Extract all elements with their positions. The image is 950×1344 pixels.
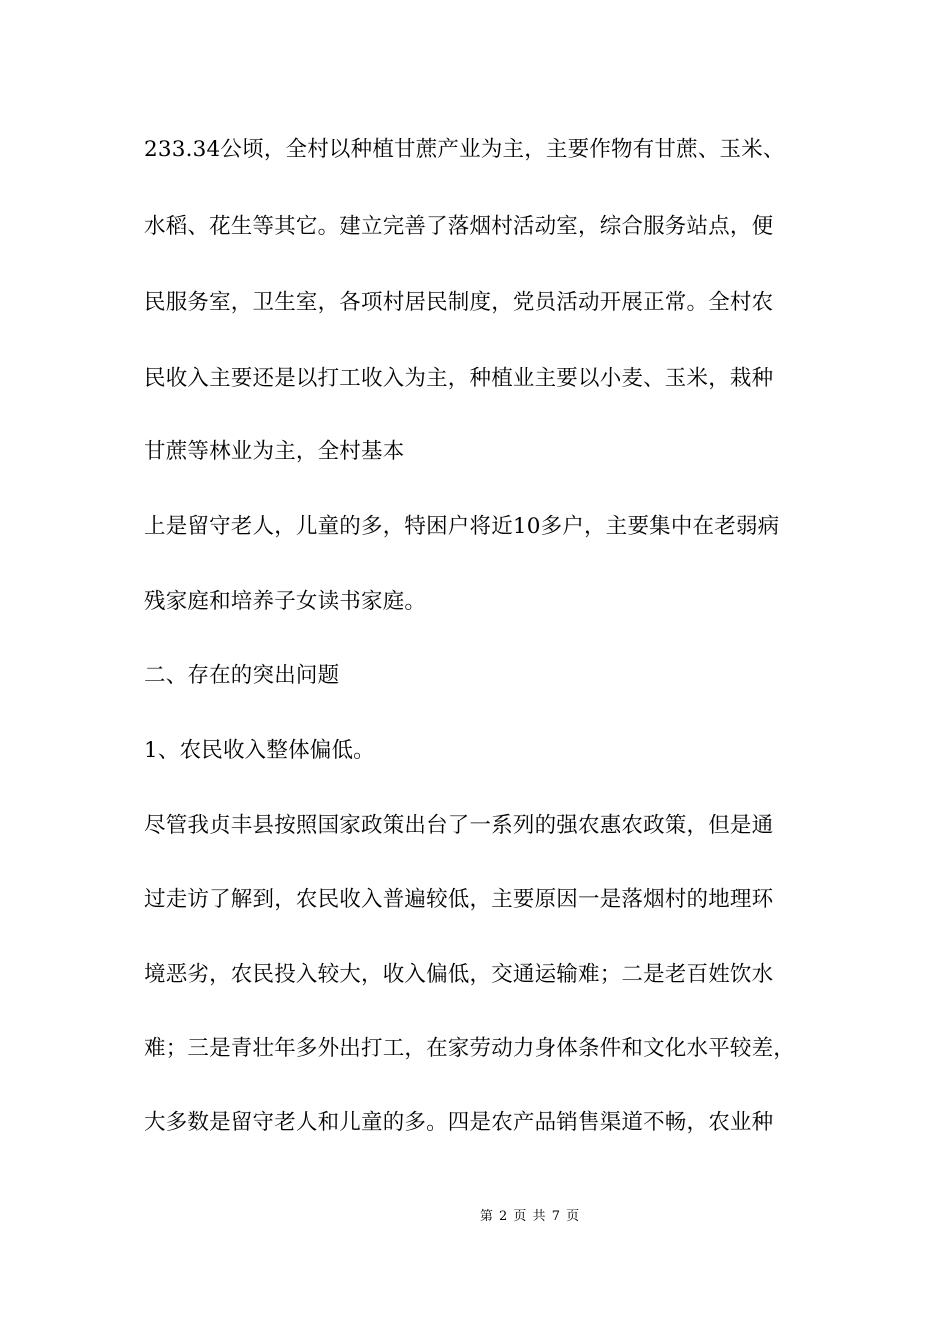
- text-line-14: 大多数是留守老人和儿童的多。四是农产品销售渠道不畅，农业种: [144, 1110, 774, 1135]
- text-line-6: 上是留守老人，儿童的多，特困户将近10多户，主要集中在老弱病: [144, 514, 780, 539]
- text-line-5: 甘蔗等林业为主，全村基本: [144, 439, 405, 464]
- text-line-13: 难；三是青壮年多外出打工，在家劳动力身体条件和文化水平较差，: [144, 1036, 796, 1061]
- text-line-1: 233.34公顷，全村以种植甘蔗产业为主，主要作物有甘蔗、玉米、: [144, 137, 785, 162]
- section-heading: 二、存在的突出问题: [144, 663, 340, 688]
- page-footer: 第 2 页 共 7 页: [479, 1209, 581, 1224]
- text-line-4: 民收入主要还是以打工收入为主，种植业主要以小麦、玉米，栽种: [144, 366, 774, 391]
- text-line-2: 水稻、花生等其它。建立完善了落烟村活动室，综合服务站点，便: [144, 214, 774, 239]
- text-line-11: 过走访了解到，农民收入普遍较低，主要原因一是落烟村的地理环: [144, 887, 774, 912]
- text-line-10: 尽管我贞丰县按照国家政策出台了一系列的强农惠农政策，但是通: [144, 813, 774, 838]
- text-line-12: 境恶劣，农民投入较大，收入偏低，交通运输难；二是老百姓饮水: [144, 962, 774, 987]
- text-line-3: 民服务室，卫生室，各项村居民制度，党员活动开展正常。全村农: [144, 290, 774, 315]
- subsection-heading: 1、农民收入整体偏低。: [144, 738, 375, 763]
- text-line-7: 残家庭和培养子女读书家庭。: [144, 589, 427, 614]
